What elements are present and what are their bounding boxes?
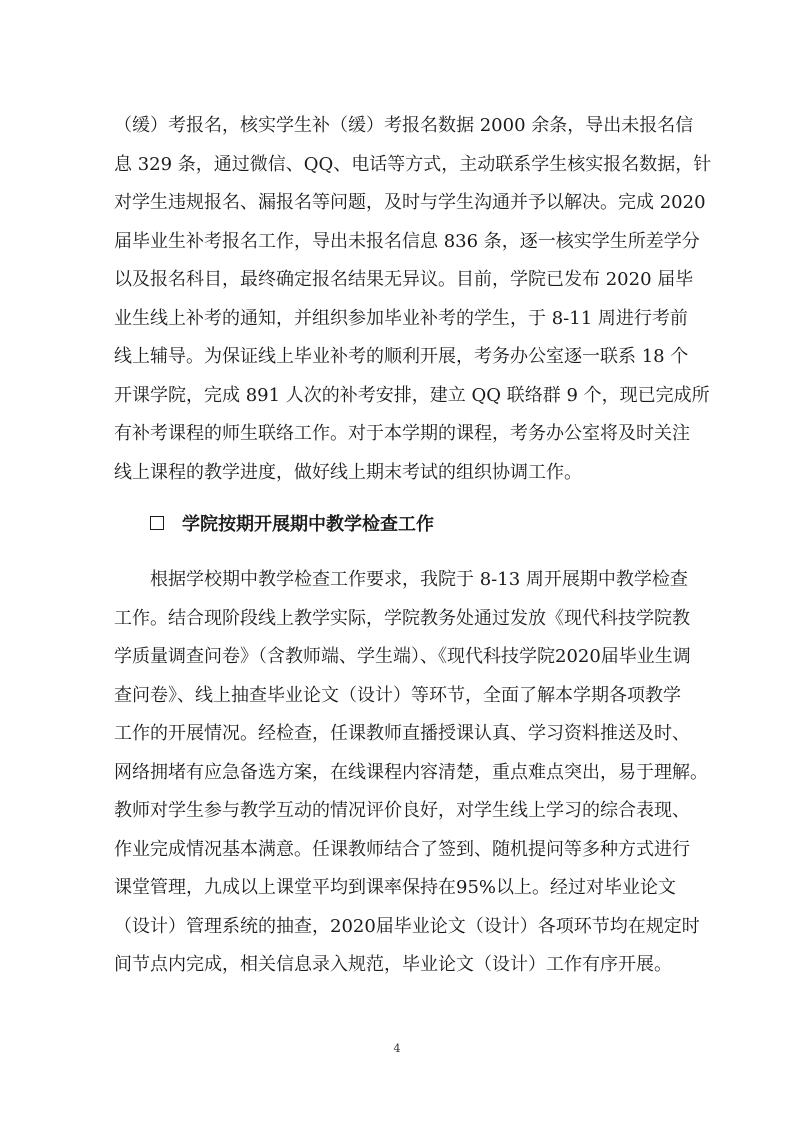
paragraph-line: （缓）考报名，核实学生补（缓）考报名数据 2000 余条，导出未报名信 <box>114 115 694 136</box>
paragraph-line: 根据学校期中教学检查工作要求，我院于 8-13 周开展期中教学检查 <box>114 569 688 590</box>
paragraph-line: 息 329 条，通过微信、QQ、电话等方式，主动联系学生核实报名数据，针 <box>114 153 712 175</box>
section-heading-text: 学院按期开展期中教学检查工作 <box>182 514 434 535</box>
paragraph-line: 查问卷》、线上抽查毕业论文（设计）等环节，全面了解本学期各项教学 <box>114 684 681 706</box>
paragraph-line: 业生线上补考的通知，并组织参加毕业补考的学生，于 8-11 周进行考前 <box>114 307 688 329</box>
paragraph-line: 以及报名科目，最终确定报名结果无异议。目前，学院已发布 2020 届毕 <box>114 269 694 290</box>
paragraph-line: 工作的开展情况。经检查，任课教师直播授课认真、学习资料推送及时、 <box>114 723 690 744</box>
section-heading <box>150 505 434 545</box>
page-number: 4 <box>393 1042 401 1055</box>
paragraph-line: 网络拥堵有应急备选方案，在线课程内容清楚，重点难点突出，易于理解。 <box>114 761 708 783</box>
paragraph-line: 学质量调查问卷》（含教师端、学生端）、《现代科技学院2020届毕业生调 <box>114 646 691 667</box>
paragraph-line: 开课学院，完成 891 人次的补考安排，建立 QQ 联络群 9 个，现已完成所 <box>114 384 710 406</box>
paragraph-line: 有补考课程的师生联络工作。对于本学期的课程，考务办公室将及时关注 <box>114 423 690 444</box>
paragraph-line: 届毕业生补考报名工作，导出未报名信息 836 条，逐一核实学生所差学分 <box>114 230 700 252</box>
paragraph-line: （设计）管理系统的抽查，2020届毕业论文（设计）各项环节均在规定时 <box>114 915 700 937</box>
paragraph-line: 作业完成情况基本满意。任课教师结合了签到、随机提问等多种方式进行 <box>114 838 690 860</box>
paragraph-line: 工作。结合现阶段线上教学实际，学院教务处通过发放《现代科技学院教 <box>114 607 690 629</box>
paragraph-line: 间节点内完成，相关信息录入规范，毕业论文（设计）工作有序开展。 <box>114 954 672 975</box>
paragraph-line: 课堂管理，九成以上课堂平均到课率保持在95%以上。经过对毕业论文 <box>114 877 677 898</box>
paragraph-line: 教师对学生参与教学互动的情况评价良好，对学生线上学习的综合表现、 <box>114 800 690 821</box>
paragraph-line: 对学生违规报名、漏报名等问题，及时与学生沟通并予以解决。完成 2020 <box>114 192 706 213</box>
paragraph-line: 线上课程的教学进度，做好线上期末考试的组织协调工作。 <box>114 461 582 483</box>
paragraph-midterm-inspection <box>114 561 724 985</box>
paragraph-line: 线上辅导。为保证线上毕业补考的顺利开展，考务办公室逐一联系 18 个 <box>114 346 689 367</box>
checkbox-bullet-icon <box>150 516 164 530</box>
paragraph-exam-registration <box>114 107 724 492</box>
